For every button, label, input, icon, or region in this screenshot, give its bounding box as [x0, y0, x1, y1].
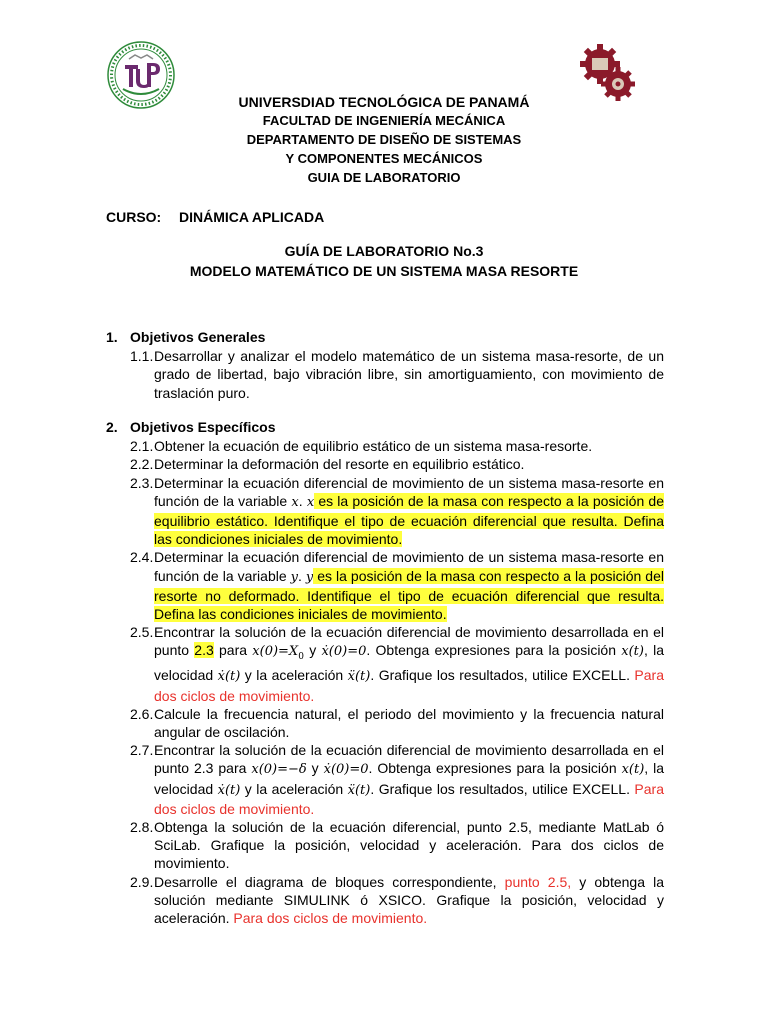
section-title: 2. Objetivos Específicos [106, 419, 276, 435]
faculty-name: FACULTAD DE INGENIERÍA MECÁNICA [262, 113, 506, 128]
section-title: 1. Objetivos Generales [106, 329, 266, 345]
section-specific-objectives [106, 418, 664, 927]
list-item: 1.1. Desarrollar y analizar el modelo matemático de un sistema masa-resorte, de un grado de libertad, bajo vibración libre, sin amortiguamiento, con movimiento de traslación puro. [130, 348, 664, 401]
section-general-objectives [106, 328, 664, 402]
university-name: UNIVERSDIAD TECNOLÓGICA DE PANAMÁ [238, 94, 530, 110]
list-item: 2.4. Determinar la ecuación diferencial de movimiento de un sistema masa-resorte en función de la variable y. y es la posición de la masa con respecto a la posición del resorte no deformado. Identifique el tipo de ecuación diferencial que resulta. Defina las condiciones iniciales de movimiento. [130, 549, 664, 623]
list-item: 2.3. Determinar la ecuación diferencial de movimiento de un sistema masa-resorte en función de la variable x. x es la posición de la masa con respecto a la posición de equilibrio estático. Identifique el tipo de ecuación diferencial que resulta. Defina las condiciones iniciales de movimiento. [130, 474, 665, 548]
list-item: 2.9. Desarrolle el diagrama de bloques correspondiente, punto 2.5, y obtenga la solución mediante SIMULINK ó XSICO. Grafique la posición, velocidad y aceleración. Para dos ciclos de movimiento. [130, 873, 664, 927]
lab-subtitle: MODELO MATEMÁTICO DE UN SISTEMA MASA RESORTE [189, 263, 579, 279]
highlighted-ref: 2.3 [194, 642, 214, 659]
list-item: 2.8. Obtenga la solución de la ecuación diferencial, punto 2.5, mediante MatLab ó SciLab. Grafique la posición, velocidad y aceleración. Para dos ciclos de movimiento. [130, 819, 664, 872]
guide-label: GUIA DE LABORATORIO [307, 170, 461, 185]
department-name: DEPARTAMENTO DE DISEÑO DE SISTEMAS [246, 132, 522, 147]
highlighted-text: es la posición de la masa con respecto a la posición de equilibrio estático. Identifique el tipo de ecuación diferencial que resulta. Defina las condiciones iniciales de movimiento. [154, 492, 665, 548]
list-item: 2.7. Encontrar la solución de la ecuación diferencial de movimiento desarrollada en el punto 2.3 para x(0)=−δ y ẋ(0)=0. Obtenga expresiones para la posición x(t), la velocidad ẋ(t) y la aceleración ẍ(t). Grafique los resultados, utilice EXCELL. Para dos ciclos de movimiento. [130, 742, 664, 817]
list-item: 2.2. Determinar la deformación del resorte en equilibrio estático. [130, 456, 525, 473]
department-name-line2: Y COMPONENTES MECÁNICOS [285, 151, 483, 166]
list-item: 2.5. Encontrar la solución de la ecuación diferencial de movimiento desarrollada en el punto 2.3 para $x(0)=X_0$ y ẋ(0)=0. Obtenga expresiones para la posición x(t), la velocidad ẋ(t) y la aceleración ẍ(t). Grafique los resultados, utilice EXCELL. Para dos ciclos de movimiento. [130, 624, 664, 704]
course-label: CURSO: [106, 209, 162, 225]
highlighted-text: es la posición de la masa con respecto a la posición del resorte no deformado. Identifique el tipo de ecuación diferencial que resulta. Defina las condiciones iniciales de movimiento. [154, 567, 664, 623]
list-item: 2.6. Calcule la frecuencia natural, el periodo del movimiento y la frecuencia natural angular de oscilación. [130, 705, 664, 741]
course-name: DINÁMICA APLICADA [179, 209, 325, 225]
course-line [106, 209, 324, 225]
list-item: 2.1. Obtener la ecuación de equilibrio estático de un sistema masa-resorte. [130, 438, 593, 455]
lab-title: GUÍA DE LABORATORIO No.3 [284, 243, 484, 259]
